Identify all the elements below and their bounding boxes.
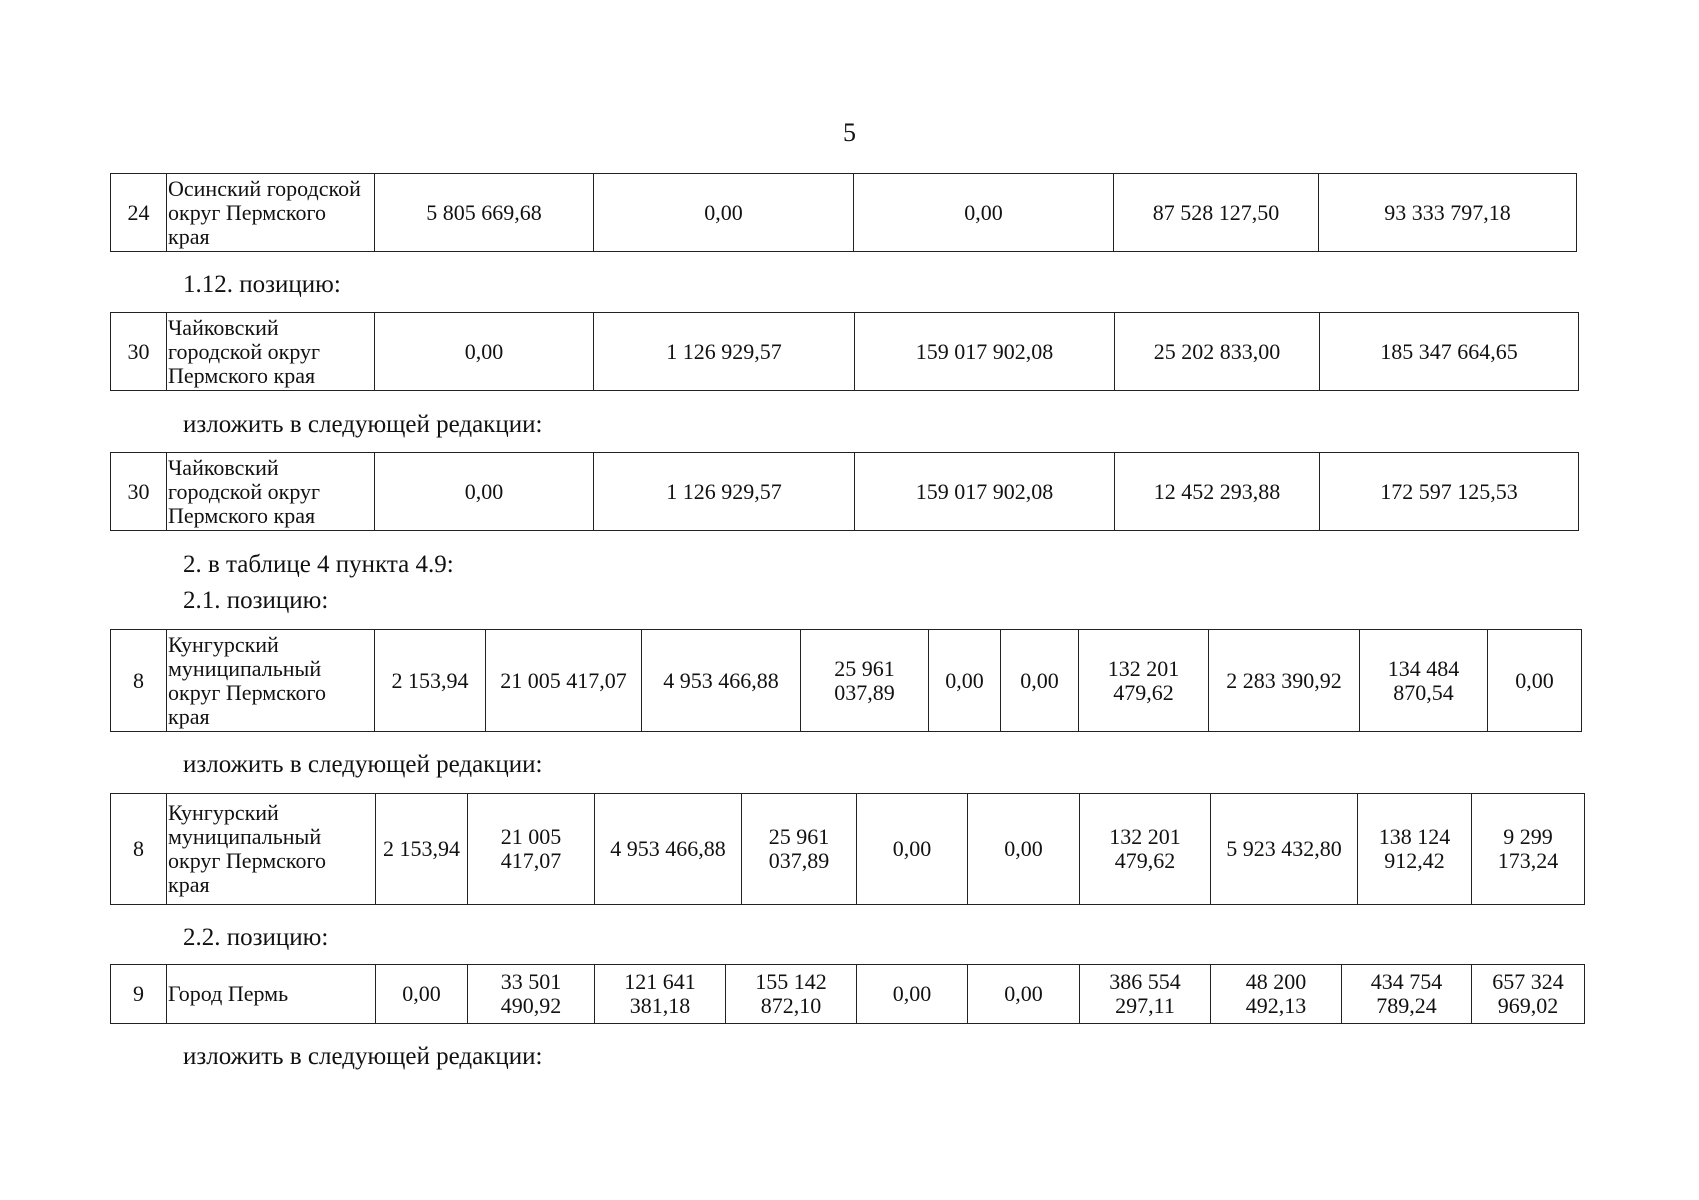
table-osinsky: [110, 173, 1577, 252]
value-cell: 21 005 417,07: [486, 630, 642, 732]
value-cell: 5 805 669,68: [375, 174, 594, 252]
row-number: 30: [111, 453, 167, 531]
table-row: [111, 313, 1579, 391]
paragraph: изложить в следующей редакции:: [183, 1043, 543, 1070]
value-cell: 134 484 870,54: [1360, 630, 1488, 732]
value-cell: 138 124 912,42: [1358, 794, 1472, 905]
row-number: 30: [111, 313, 167, 391]
municipality-name: Чайковский городской округ Пермского края: [167, 453, 375, 531]
value-cell: 93 333 797,18: [1319, 174, 1577, 252]
value-cell: 33 501 490,92: [468, 965, 595, 1024]
value-cell: 121 641 381,18: [595, 965, 726, 1024]
table-row: [111, 794, 1585, 905]
value-cell: 87 528 127,50: [1114, 174, 1319, 252]
table-row: [111, 630, 1582, 732]
value-cell: 25 202 833,00: [1115, 313, 1320, 391]
value-cell: 5 923 432,80: [1211, 794, 1358, 905]
value-cell: 434 754 789,24: [1342, 965, 1472, 1024]
row-number: 24: [111, 174, 167, 252]
value-cell: 0,00: [854, 174, 1114, 252]
value-cell: 2 283 390,92: [1209, 630, 1360, 732]
paragraph: 2.1. позицию:: [183, 587, 329, 614]
value-cell: 132 201 479,62: [1080, 794, 1211, 905]
value-cell: 0,00: [857, 794, 968, 905]
row-number: 9: [111, 965, 167, 1024]
table-chaykovsky-new: [110, 452, 1579, 531]
value-cell: 2 153,94: [376, 794, 468, 905]
value-cell: 386 554 297,11: [1080, 965, 1211, 1024]
paragraph: изложить в следующей редакции:: [183, 411, 543, 438]
municipality-name: Город Пермь: [167, 965, 376, 1024]
table-row: [111, 965, 1585, 1024]
value-cell: 159 017 902,08: [855, 453, 1115, 531]
value-cell: 2 153,94: [375, 630, 486, 732]
value-cell: 0,00: [1001, 630, 1079, 732]
value-cell: 0,00: [857, 965, 968, 1024]
value-cell: 172 597 125,53: [1320, 453, 1579, 531]
page-number: 5: [843, 118, 856, 147]
value-cell: 25 961 037,89: [742, 794, 857, 905]
municipality-name: Чайковский городской округ Пермского края: [167, 313, 375, 391]
table-chaykovsky-old: [110, 312, 1579, 391]
table-row: [111, 453, 1579, 531]
paragraph: изложить в следующей редакции:: [183, 751, 543, 778]
municipality-name: Кунгурский муниципальный округ Пермского края: [167, 794, 376, 905]
value-cell: 0,00: [968, 965, 1080, 1024]
value-cell: 0,00: [594, 174, 854, 252]
table-kungur-new: [110, 793, 1585, 905]
value-cell: 155 142 872,10: [726, 965, 857, 1024]
table-row: [111, 174, 1577, 252]
paragraph: 2. в таблице 4 пункта 4.9:: [183, 551, 454, 578]
value-cell: 0,00: [929, 630, 1001, 732]
value-cell: 12 452 293,88: [1115, 453, 1320, 531]
value-cell: 1 126 929,57: [594, 453, 855, 531]
row-number: 8: [111, 794, 167, 905]
table-kungur-old: [110, 629, 1582, 732]
value-cell: 21 005 417,07: [468, 794, 595, 905]
value-cell: 0,00: [968, 794, 1080, 905]
table-perm: [110, 964, 1585, 1024]
value-cell: 185 347 664,65: [1320, 313, 1579, 391]
value-cell: 0,00: [375, 453, 594, 531]
value-cell: 132 201 479,62: [1079, 630, 1209, 732]
value-cell: 4 953 466,88: [642, 630, 801, 732]
paragraph: 2.2. позицию:: [183, 924, 329, 951]
value-cell: 0,00: [375, 313, 594, 391]
row-number: 8: [111, 630, 167, 732]
value-cell: 9 299 173,24: [1472, 794, 1585, 905]
value-cell: 48 200 492,13: [1211, 965, 1342, 1024]
value-cell: 25 961 037,89: [801, 630, 929, 732]
value-cell: 657 324 969,02: [1472, 965, 1585, 1024]
paragraph: 1.12. позицию:: [183, 271, 341, 298]
value-cell: 1 126 929,57: [594, 313, 855, 391]
value-cell: 4 953 466,88: [595, 794, 742, 905]
value-cell: 159 017 902,08: [855, 313, 1115, 391]
municipality-name: Осинский городской округ Пермского края: [167, 174, 375, 252]
value-cell: 0,00: [1488, 630, 1582, 732]
municipality-name: Кунгурский муниципальный округ Пермского края: [167, 630, 375, 732]
value-cell: 0,00: [376, 965, 468, 1024]
